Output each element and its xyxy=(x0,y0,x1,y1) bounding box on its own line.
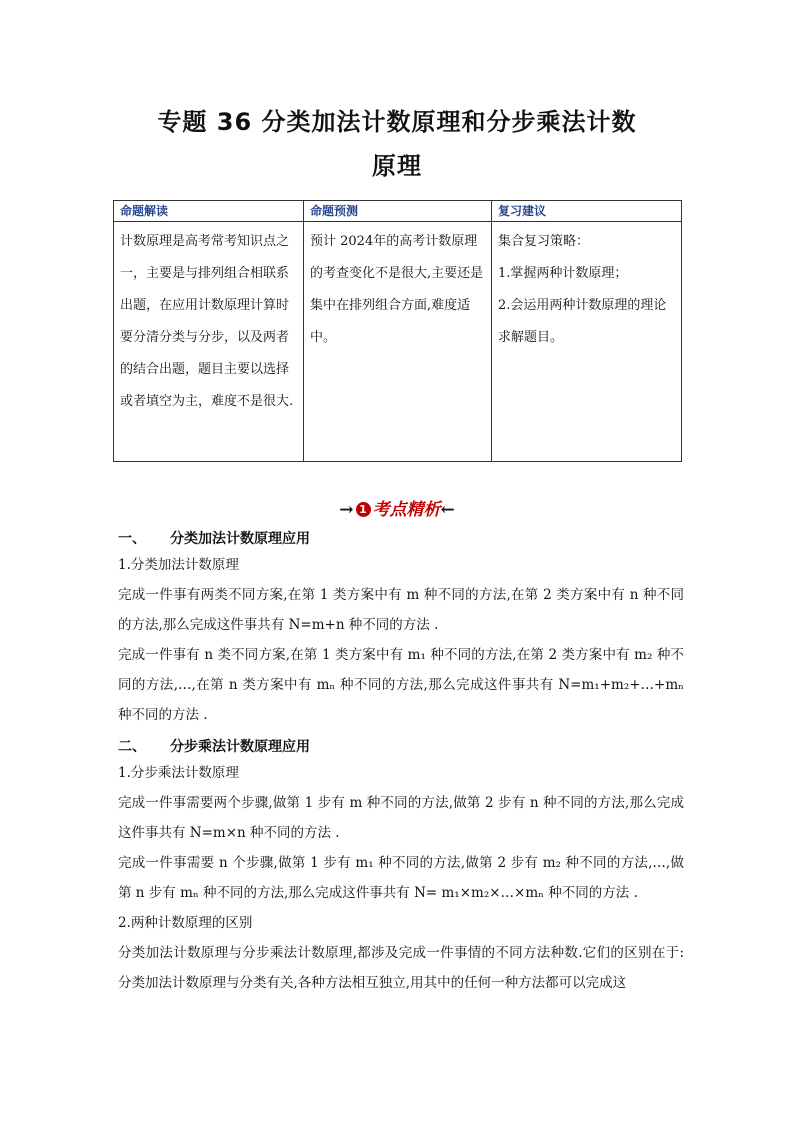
cell-prediction: 预计 2024年的高考计数原理的考查变化不是很大,主要还是集中在排列组合方面,难度适中。 xyxy=(304,222,492,462)
page-title-line2: 原理 xyxy=(372,152,422,180)
paragraph: 完成一件事有两类不同方案,在第 1 类方案中有 m 种不同的方法,在第 2 类方案中有 n 种不同的方法,那么完成这件事共有 N=m+n 种不同的方法 . xyxy=(118,587,684,633)
section-number: 一、 xyxy=(118,531,146,547)
advice-line-2: 1.掌握两种计数原理； xyxy=(498,266,628,281)
paragraph: 完成一件事需要 n 个步骤,做第 1 步有 m₁ 种不同的方法,做第 2 步有 m₂ 种不同的方法,…,做第 n 步有 mₙ 种不同的方法,那么完成这件事共有 N= m₁×m₂×…×mₙ 种不同的方法 . xyxy=(118,855,684,901)
exam-analysis-table xyxy=(113,200,682,462)
table-header-row xyxy=(114,201,682,222)
section-number: 二、 xyxy=(118,739,146,755)
arrow-left-icon: ← xyxy=(440,500,455,520)
cell-review-advice xyxy=(492,222,682,462)
subsection-title: 1.分步乘法计数原理 xyxy=(118,765,239,781)
paragraph: 完成一件事需要两个步骤,做第 1 步有 m 种不同的方法,做第 2 步有 n 种不同的方法,那么完成这件事共有 N=m×n 种不同的方法 . xyxy=(118,795,684,841)
section-title: 分步乘法计数原理应用 xyxy=(170,739,310,755)
section-heading-1 xyxy=(118,530,684,548)
key-points-title: 考点精析 xyxy=(372,500,441,520)
paragraph: 完成一件事有 n 类不同方案,在第 1 类方案中有 m₁ 种不同的方法,在第 2 类方案中有 m₂ 种不同的方法,…,在第 n 类方案中有 mₙ 种不同的方法,那么完成这件事共有 N=m₁+m₂+…+mₙ 种不同的方法 . xyxy=(118,647,684,723)
number-badge: 1 xyxy=(356,502,371,517)
paragraph: 分类加法计数原理与分步乘法计数原理,都涉及完成一件事情的不同方法种数.它们的区别在于:分类加法计数原理与分类有关,各种方法相互独立,用其中的任何一种方法都可以完成这 xyxy=(118,945,684,991)
key-points-heading xyxy=(0,495,794,520)
header-review-advice: 复习建议 xyxy=(492,201,682,222)
subsection-title: 1.分类加法计数原理 xyxy=(118,557,239,573)
arrow-right-icon: → xyxy=(339,500,354,520)
section-title: 分类加法计数原理应用 xyxy=(170,531,310,547)
header-interpretation: 命题解读 xyxy=(114,201,304,222)
subsection-title: 2.两种计数原理的区别 xyxy=(118,915,253,931)
page-title-line1: 专题 36 分类加法计数原理和分步乘法计数 xyxy=(157,108,637,136)
table-body-row xyxy=(114,222,682,462)
main-content xyxy=(118,530,684,998)
section-heading-2 xyxy=(118,738,684,756)
cell-interpretation: 计数原理是高考常考知识点之一，主要是与排列组合相联系出题，在应用计数原理计算时要分清分类与分步，以及两者的结合出题，题目主要以选择或者填空为主，难度不是很大. xyxy=(114,222,304,462)
header-prediction: 命题预测 xyxy=(304,201,492,222)
advice-line-1: 集合复习策略： xyxy=(498,234,590,249)
advice-line-3: 2.会运用两种计数原理的理论求解题目。 xyxy=(498,298,667,345)
